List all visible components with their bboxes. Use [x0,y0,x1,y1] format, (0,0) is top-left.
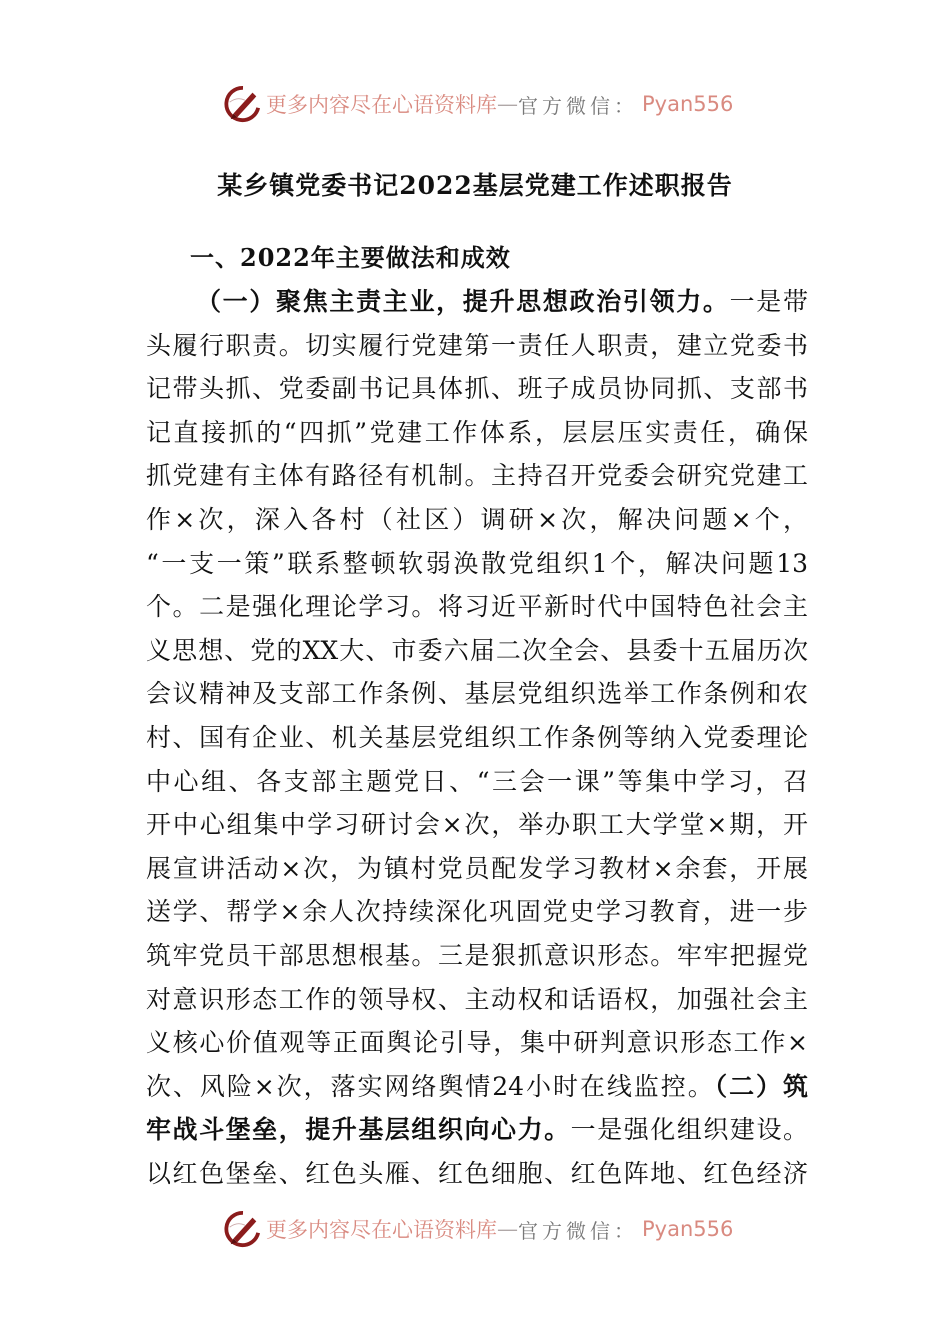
watermark-wechat-id: Pyan556 [642,92,734,116]
body-line: 以红色堡垒、红色头雁、红色细胞、红色阵地、红色经济 [146,1158,808,1188]
body-line: 中心组、各支部主题党日、“三会一课”等集中学习，召 [146,766,808,796]
body-line: 记直接抓的“四抓”党建工作体系，层层压实责任，确保 [146,417,808,447]
body-line: 村、国有企业、机关基层党组织工作条例等纳入党委理论 [146,722,808,752]
body-line: “一支一策”联系整顿软弱涣散党组织1个，解决问题13 [146,548,808,578]
body-line: 义核心价值观等正面舆论引导，集中研判意识形态工作× [146,1028,808,1058]
body-line: 送学、帮学×余人次持续深化巩固党史学习教育，进一步 [146,897,808,927]
subsection-heading-2-end: 牢战斗堡垒，提升基层组织向心力。 [146,1115,571,1145]
body-line: 筑牢党员干部思想根基。三是狠抓意识形态。牢牢把握党 [146,940,808,970]
body-line: 会议精神及支部工作条例、基层党组织选举工作条例和农 [146,679,808,709]
document-body [146,280,808,1195]
document-title: 某乡镇党委书记2022基层党建工作述职报告 [217,171,733,200]
body-line [146,280,808,324]
body-line: 抓党建有主体有路径有机制。主持召开党委会研究党建工 [146,461,808,491]
watermark-dash: — [497,92,518,116]
body-line [146,1065,808,1109]
quill-pen-logo-icon [224,1210,262,1248]
subsection-heading-1: （一）聚焦主责主业，提升思想政治引领力。 [196,287,730,316]
body-line: 头履行职责。切实履行党建第一责任人职责，建立党委书 [146,330,808,360]
body-line: 开中心组集中学习研讨会×次，举办职工大学堂×期，开 [146,810,808,840]
body-text: 次、风险×次，落实网络舆情24小时在线监控。 [146,1071,715,1101]
watermark-site-text: 更多内容尽在心语资料库 [266,1218,497,1242]
watermark-site-text: 更多内容尽在心语资料库 [266,93,497,117]
watermark-dash: — [497,1217,518,1241]
section-heading: 一、2022年主要做法和成效 [190,243,511,272]
body-line: 对意识形态工作的领导权、主动权和话语权，加强社会主 [146,984,808,1014]
body-text: 一是带 [729,287,808,316]
body-line [146,1108,808,1152]
body-text: 一是强化组织建设。 [570,1115,808,1145]
watermark-wechat-id: Pyan556 [642,1217,734,1241]
watermark-wechat-label: 官方微信： [518,1218,638,1243]
footer-watermark [224,1207,733,1251]
body-line: 义思想、党的XX大、市委六届二次全会、县委十五届历次 [146,635,808,665]
body-line: 个。二是强化理论学习。将习近平新时代中国特色社会主 [146,592,808,622]
quill-pen-logo-icon [224,85,262,123]
subsection-heading-2-start: （二）筑 [714,1071,808,1101]
body-line: 记带头抓、党委副书记具体抓、班子成员协同抓、支部书 [146,374,808,404]
header-watermark [224,82,733,126]
watermark-wechat-label: 官方微信： [518,93,638,118]
body-line: 作×次，深入各村（社区）调研×次，解决问题×个， [146,504,808,534]
body-line: 展宣讲活动×次，为镇村党员配发学习教材×余套，开展 [146,853,808,883]
